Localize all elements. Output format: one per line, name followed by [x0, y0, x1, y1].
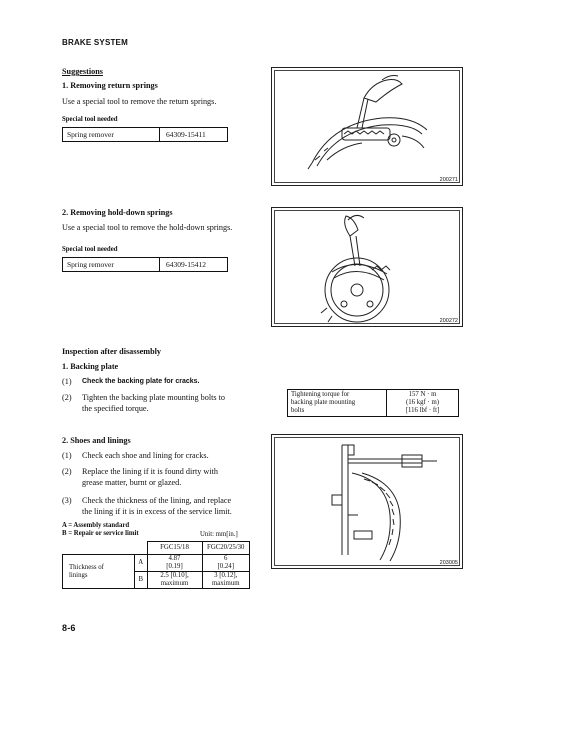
row-header-thickness	[63, 555, 135, 589]
legend-a: A = Assembly standard	[62, 522, 130, 529]
item1-p2-line1: Tighten the backing plate mounting bolts to	[82, 393, 225, 402]
brake-shoe-caliper-illustration	[272, 435, 462, 568]
item2-p3-num: (3)	[62, 496, 72, 505]
lining-thickness-table	[62, 541, 250, 589]
cell-a-fgc15-18	[147, 555, 202, 572]
item2-p2-num: (2)	[62, 467, 72, 476]
item1-p1-num: (1)	[62, 377, 72, 386]
item1-p2-num: (2)	[62, 393, 72, 402]
cell-b-fgc15-18	[147, 572, 202, 589]
cell-b-fgc15-18-qualifier: maximum	[160, 580, 189, 587]
torque-value-cell	[387, 390, 459, 417]
step1-tool-caption: Special tool needed	[62, 116, 118, 123]
torque-label-line1: Tightening torque for	[291, 391, 350, 398]
inspection-item2-title: 2. Shoes and linings	[62, 436, 131, 445]
cell-b-fgc15-18-value: 2.5 [0.10],	[160, 572, 189, 579]
torque-label-cell	[288, 390, 387, 417]
step2-tool-name: Spring remover	[63, 258, 160, 271]
figure-id: 200271	[439, 177, 458, 183]
brake-return-spring-illustration	[272, 68, 462, 185]
cell-a-fgc20-25-30-in: [0.24]	[217, 563, 234, 570]
cell-b-fgc20-25-30	[202, 572, 250, 589]
cell-b-fgc20-25-30-qualifier: maximum	[211, 580, 240, 587]
col-header-fgc15-18: FGC15/18	[147, 542, 202, 555]
legend-b: B = Repair or service limit	[62, 530, 139, 537]
item2-p3-line2: the lining if it is in excess of the service limit.	[82, 507, 232, 516]
step1-tool-number: 64309-15411	[166, 130, 206, 139]
cell-b-fgc20-25-30-value: 3 [0.12],	[214, 572, 238, 579]
figure-lining-thickness-measurement	[271, 434, 463, 569]
figure-hold-down-spring-removal	[271, 207, 463, 327]
torque-label-line3: bolts	[291, 407, 305, 414]
cell-a-fgc15-18-in: [0.19]	[166, 563, 183, 570]
row-header-line1: Thickness of	[69, 563, 104, 571]
torque-value-kgf: (16 kgf · m)	[405, 399, 440, 406]
step1-text: Use a special tool to remove the return springs.	[62, 97, 217, 106]
page-number: 8-6	[62, 623, 76, 633]
step2-tool-caption: Special tool needed	[62, 246, 118, 253]
figure-id: 203005	[439, 560, 458, 566]
item2-p2-line2: grease matter, burnt or glazed.	[82, 478, 182, 487]
torque-label-line2: backing plate mounting	[291, 399, 356, 406]
inspection-item1-title: 1. Backing plate	[62, 362, 119, 371]
suggestions-heading: Suggestions	[62, 67, 103, 76]
item1-p2-line2: the specified torque.	[82, 404, 149, 413]
row-a-label: A	[135, 555, 148, 572]
cell-a-fgc15-18-mm: 4.87	[168, 555, 181, 562]
figure-return-spring-removal	[271, 67, 463, 186]
cell-a-fgc20-25-30	[202, 555, 250, 572]
col-header-fgc20-25-30: FGC20/25/30	[202, 542, 250, 555]
section-title: BRAKE SYSTEM	[62, 38, 128, 47]
step2-tool-table	[62, 257, 228, 272]
item1-p1-text: Check the backing plate for cracks.	[82, 378, 200, 385]
figure-id: 200272	[439, 318, 458, 324]
brake-hold-down-spring-illustration	[272, 208, 462, 326]
torque-value-nm: 157 N · m	[408, 391, 437, 398]
step2-text: Use a special tool to remove the hold-down springs.	[62, 223, 233, 232]
step2-tool-number: 64309-15412	[166, 260, 206, 269]
step1-tool-table	[62, 127, 228, 142]
unit-label: Unit: mm[in.]	[200, 531, 238, 538]
item2-p1-text: Check each shoe and lining for cracks.	[82, 451, 209, 460]
step1-tool-name: Spring remover	[63, 128, 160, 141]
row-b-label: B	[135, 572, 148, 589]
step2-title: 2. Removing hold-down springs	[62, 208, 173, 217]
torque-spec-table	[287, 389, 459, 417]
inspection-heading: Inspection after disassembly	[62, 347, 162, 356]
step1-title: 1. Removing return springs	[62, 81, 158, 90]
item2-p2-line1: Replace the lining if it is found dirty with	[82, 467, 218, 476]
torque-value-lbf: [116 lbf · ft]	[405, 407, 440, 414]
row-header-line2: linings	[69, 571, 88, 579]
item2-p1-num: (1)	[62, 451, 72, 460]
cell-a-fgc20-25-30-mm: 6	[224, 555, 228, 562]
item2-p3-line1: Check the thickness of the lining, and replace	[82, 496, 232, 505]
